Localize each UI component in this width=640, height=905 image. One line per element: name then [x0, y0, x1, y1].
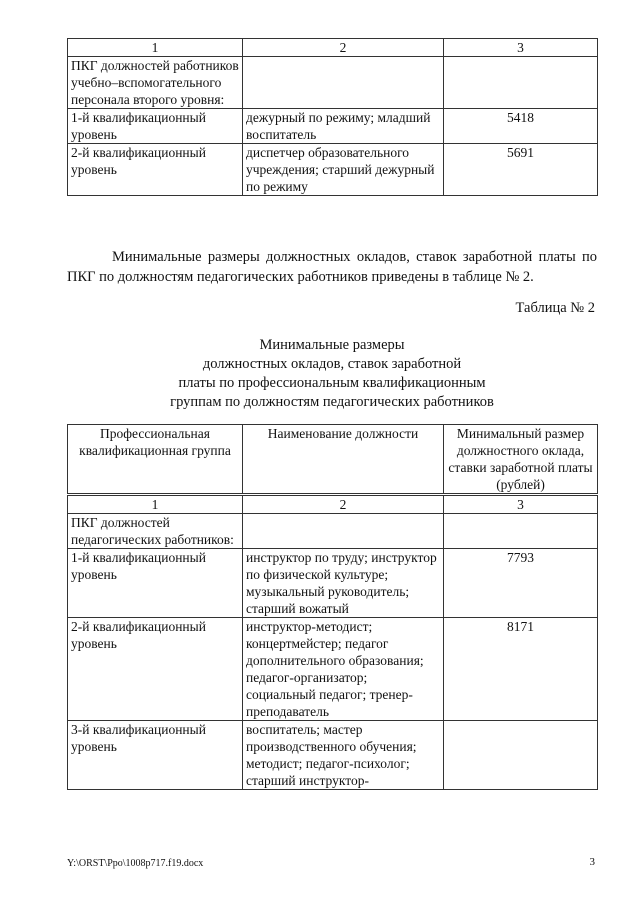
page-number: 3: [589, 856, 595, 868]
positions-cell: [243, 57, 444, 109]
table-2: [67, 495, 598, 790]
group-cell: ПКГ должностей работников учебно–вспомогательного персонала второго уровня:: [68, 57, 243, 109]
salary-cell: [444, 721, 598, 790]
caption-line: Минимальные размеры: [259, 337, 405, 353]
table-2-header-row: [68, 425, 598, 494]
table-row: [68, 618, 598, 721]
table-row: [68, 721, 598, 790]
salary-cell: 5418: [444, 109, 598, 144]
table-row: [68, 144, 598, 196]
caption-line: группам по должностям педагогических работников: [170, 394, 494, 410]
col-number-3: 3: [444, 496, 598, 514]
positions-cell: дежурный по режиму; младший воспитатель: [243, 109, 444, 144]
table-1: [67, 38, 598, 196]
group-cell: ПКГ должностей педагогических работников:: [68, 514, 243, 549]
salary-cell: 7793: [444, 549, 598, 618]
table-2-header: [67, 424, 598, 494]
col-number-2: 2: [243, 496, 444, 514]
col-number-2: 2: [243, 39, 444, 57]
col-number-1: 1: [68, 39, 243, 57]
group-cell: 2-й квалификационный уровень: [68, 144, 243, 196]
caption-line: платы по профессиональным квалификационным: [178, 375, 486, 391]
table-row: [68, 549, 598, 618]
header-position: Наименование должности: [243, 425, 444, 494]
salary-cell: [444, 514, 598, 549]
salary-cell: [444, 57, 598, 109]
caption-line: должностных окладов, ставок заработной: [202, 356, 462, 372]
col-number-1: 1: [68, 496, 243, 514]
positions-cell: инструктор по труду; инструктор по физической культуре; музыкальный руководитель; старший вожатый: [243, 549, 444, 618]
group-cell: 3-й квалификационный уровень: [68, 721, 243, 790]
table-caption: [67, 336, 597, 412]
salary-cell: 8171: [444, 618, 598, 721]
table-row: [68, 57, 598, 109]
group-cell: 1-й квалификационный уровень: [68, 109, 243, 144]
table-2-number-row: [68, 496, 598, 514]
positions-cell: диспетчер образовательного учреждения; старший дежурный по режиму: [243, 144, 444, 196]
positions-cell: [243, 514, 444, 549]
positions-cell: воспитатель; мастер производственного обучения; методист; педагог-психолог; старший инструктор-: [243, 721, 444, 790]
table-1-number-row: [68, 39, 598, 57]
footer-file-path: Y:\ORST\Ppo\1008p717.f19.docx: [67, 858, 204, 869]
table-row: [68, 109, 598, 144]
group-cell: 1-й квалификационный уровень: [68, 549, 243, 618]
table-number-label: Таблица № 2: [515, 300, 595, 316]
col-number-3: 3: [444, 39, 598, 57]
header-salary: Минимальный размер должностного оклада, ставки заработной платы (рублей): [444, 425, 598, 494]
body-paragraph: Минимальные размеры должностных окладов, ставок заработной платы по ПКГ по должностям педагогических работников приведены в таблице № 2.: [67, 249, 597, 285]
positions-cell: инструктор-методист; концертмейстер; педагог дополнительного образования; педагог-организатор; социальный педагог; тренер-преподаватель: [243, 618, 444, 721]
header-group: Профессиональная квалификационная группа: [68, 425, 243, 494]
group-cell: 2-й квалификационный уровень: [68, 618, 243, 721]
salary-cell: 5691: [444, 144, 598, 196]
table-row: [68, 514, 598, 549]
